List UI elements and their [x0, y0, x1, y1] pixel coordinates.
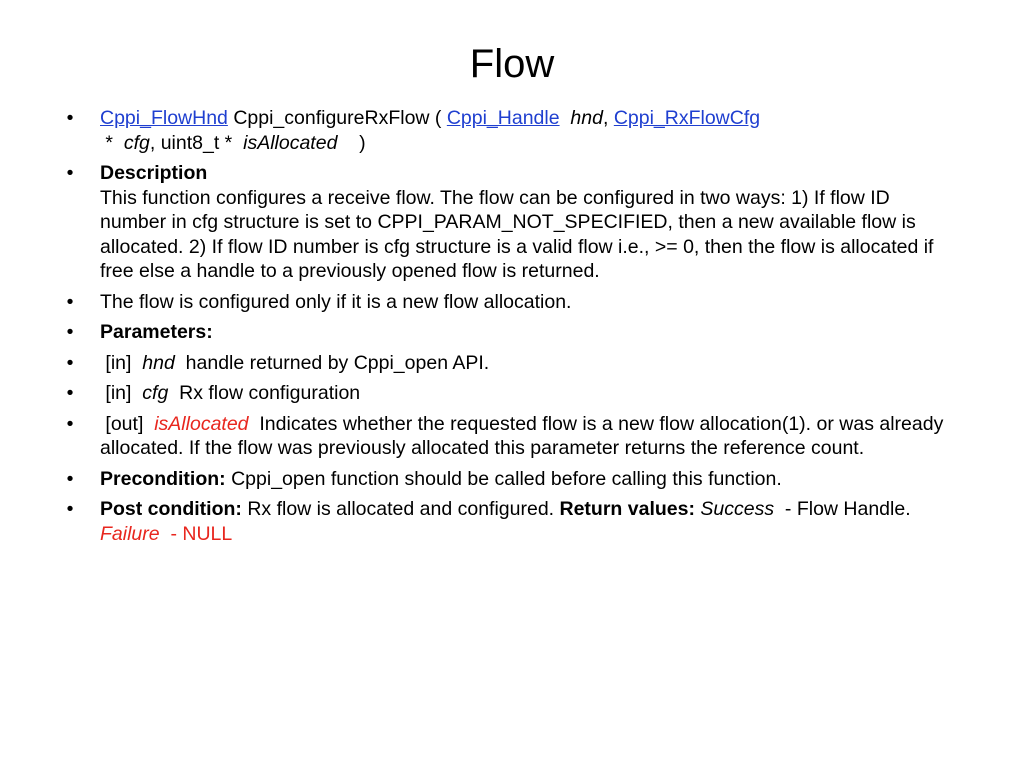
param-name-highlight: isAllocated — [154, 412, 249, 435]
bullet-dot-icon: • — [66, 321, 74, 343]
param-cfg-name: cfg — [123, 131, 150, 154]
param-hnd-name: hnd — [570, 107, 603, 129]
param-direction: [in] — [105, 382, 132, 404]
bullet-signature — [60, 106, 960, 155]
failure-text: - NULL — [159, 522, 233, 545]
failure-word: Failure — [100, 522, 160, 545]
bullet-dot-icon: • — [66, 412, 74, 435]
bullet-precondition — [60, 467, 960, 492]
bullet-dot-icon: • — [66, 162, 74, 184]
success-word: Success — [700, 498, 775, 520]
bullet-dot-icon: • — [66, 290, 74, 313]
precondition-text: Cppi_open function should be called before calling this function. — [225, 467, 782, 490]
bullet-dot-icon: • — [66, 498, 74, 520]
bullet-parameters-heading — [60, 320, 960, 345]
link-cppi-handle[interactable]: Cppi_Handle — [446, 107, 560, 129]
link-cppi-flowhnd[interactable]: Cppi_FlowHnd — [100, 107, 228, 129]
close-paren: ) — [353, 131, 366, 154]
postcondition-text: Rx flow is allocated and configured. — [241, 498, 560, 520]
description-heading: Description — [100, 162, 208, 184]
separator: , — [602, 107, 614, 129]
success-text: - Flow Handle. — [774, 498, 917, 520]
param-name: cfg — [142, 382, 169, 404]
bullet-param-hnd — [60, 351, 960, 376]
param-name: hnd — [142, 351, 175, 374]
bullet-param-cfg — [60, 381, 960, 406]
slide-title: Flow — [469, 42, 555, 86]
note-text: The flow is configured only if it is a new flow allocation. — [100, 290, 572, 313]
separator-type: , uint8_t * — [149, 131, 238, 154]
bullet-param-isallocated — [60, 412, 960, 461]
postcondition-label: Post condition: — [100, 498, 242, 520]
param-direction: [in] — [105, 351, 132, 374]
bullet-list — [60, 106, 960, 552]
param-isallocated-name: isAllocated — [243, 131, 338, 154]
return-values-label: Return values: — [559, 498, 695, 520]
param-description: Indicates whether the requested flow is a new flow allocation(1). or was already allocated. If the flow was previously allocated this parameter returns the reference count. — [100, 412, 944, 459]
bullet-dot-icon: • — [66, 351, 74, 374]
bullet-description — [60, 161, 960, 284]
param-description: Rx flow configuration — [179, 382, 361, 404]
description-text: This function configures a receive flow. The flow can be configured in two ways: 1) If flow ID number in cfg structure is set to CPPI_PARAM_NOT_SPECIFIED, then a new available flow is allocated. 2) If flow ID number is cfg structure is a valid flow i.e., >= 0, then the flow is allocated if free else a handle to a previously opened flow is returned. — [100, 186, 934, 282]
parameters-heading: Parameters: — [100, 321, 213, 343]
precondition-label: Precondition: — [100, 467, 226, 490]
bullet-note — [60, 290, 960, 315]
function-name: Cppi_configureRxFlow ( — [227, 107, 447, 129]
param-description: handle returned by Cppi_open API. — [185, 351, 490, 374]
bullet-dot-icon: • — [66, 382, 74, 404]
param-direction: [out] — [105, 412, 144, 435]
pointer-mark: * — [100, 131, 119, 154]
link-cppi-rxflowcfg[interactable]: Cppi_RxFlowCfg — [613, 107, 761, 129]
bullet-dot-icon: • — [66, 107, 74, 129]
bullet-postcondition — [60, 497, 960, 546]
bullet-dot-icon: • — [66, 467, 74, 490]
